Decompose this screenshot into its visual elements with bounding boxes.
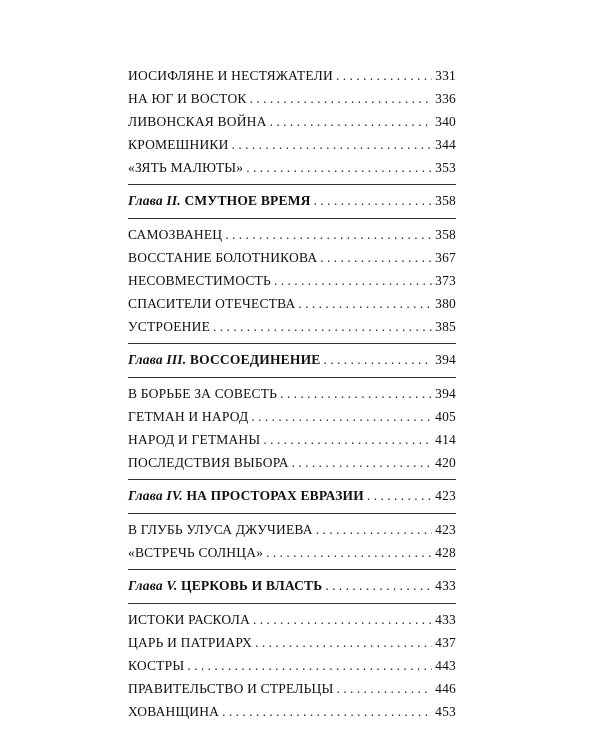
toc-entry-title: «ВСТРЕЧЬ СОЛНЦА»: [128, 545, 264, 560]
leader-dots: [232, 133, 433, 156]
chapter-title: НА ПРОСТОРАХ ЕВРАЗИИ: [186, 488, 364, 503]
chapter-page: 423: [435, 488, 456, 503]
leader-dots: [250, 87, 433, 110]
toc-entry: [128, 156, 456, 179]
leader-dots: [270, 110, 433, 133]
leader-dots: [336, 64, 432, 87]
toc-entry: [128, 428, 456, 451]
section-divider: [128, 603, 456, 604]
leader-dots: [367, 484, 432, 508]
leader-dots: [320, 246, 432, 269]
leader-dots: [274, 269, 432, 292]
table-of-contents: [128, 64, 456, 723]
toc-entry-page: 340: [435, 114, 456, 129]
toc-entry-title: ЦАРЬ И ПАТРИАРХ: [128, 635, 253, 650]
toc-group: [128, 574, 456, 723]
leader-dots: [255, 631, 432, 654]
toc-entry-title: КРОМЕШНИКИ: [128, 137, 229, 152]
toc-entry-title: НАРОД И ГЕТМАНЫ: [128, 432, 261, 447]
toc-entry-page: 405: [435, 409, 456, 424]
toc-entry-title: СПАСИТЕЛИ ОТЕЧЕСТВА: [128, 296, 296, 311]
toc-chapter-label: [128, 348, 320, 372]
toc-entry: [128, 700, 456, 723]
toc-entry: [128, 269, 456, 292]
toc-entry-page: 344: [435, 137, 456, 152]
toc-entry-title: В БОРЬБЕ ЗА СОВЕСТЬ: [128, 386, 278, 401]
leader-dots: [253, 608, 432, 631]
toc-entry: [128, 677, 456, 700]
toc-chapter-heading: [128, 189, 456, 213]
toc-chapter-heading: [128, 574, 456, 598]
toc-entry: [128, 133, 456, 156]
toc-entry: [128, 518, 456, 541]
toc-entry: [128, 223, 456, 246]
toc-chapter-heading: [128, 348, 456, 372]
leader-dots: [225, 223, 432, 246]
toc-entry-page: 394: [435, 386, 456, 401]
toc-entry: [128, 246, 456, 269]
toc-chapter-label: [128, 484, 364, 508]
chapter-title: СМУТНОЕ ВРЕМЯ: [184, 193, 311, 208]
leader-dots: [316, 518, 432, 541]
toc-entry-page: 367: [435, 250, 456, 265]
chapter-page: 433: [435, 578, 456, 593]
toc-entry-page: 358: [435, 227, 456, 242]
toc-entry: [128, 451, 456, 474]
toc-entry-title: НЕСОВМЕСТИМОСТЬ: [128, 273, 271, 288]
toc-entry: [128, 315, 456, 338]
toc-entry-page: 433: [435, 612, 456, 627]
chapter-number: Глава V.: [128, 578, 178, 593]
chapter-title: ВОССОЕДИНЕНИЕ: [189, 352, 321, 367]
toc-entry-page: 443: [435, 658, 456, 673]
toc-entry-title: ВОССТАНИЕ БОЛОТНИКОВА: [128, 250, 318, 265]
leader-dots: [251, 405, 432, 428]
section-divider: [128, 513, 456, 514]
toc-entry-page: 453: [435, 704, 456, 719]
toc-entry-title: КОСТРЫ: [128, 658, 185, 673]
toc-chapter-label: [128, 574, 322, 598]
toc-chapter-label: [128, 189, 311, 213]
toc-entry-title: «ЗЯТЬ МАЛЮТЫ»: [128, 160, 244, 175]
toc-entry-title: ПРАВИТЕЛЬСТВО И СТРЕЛЬЦЫ: [128, 681, 334, 696]
toc-chapter-heading: [128, 484, 456, 508]
toc-entry: [128, 608, 456, 631]
leader-dots: [323, 348, 432, 372]
toc-group: [128, 64, 456, 179]
toc-entry-title: УСТРОЕНИЕ: [128, 319, 211, 334]
chapter-page: 358: [435, 193, 456, 208]
chapter-page: 394: [435, 352, 456, 367]
section-divider: [128, 343, 456, 344]
toc-group: [128, 189, 456, 338]
toc-group: [128, 348, 456, 474]
leader-dots: [314, 189, 433, 213]
chapter-number: Глава II.: [128, 193, 181, 208]
toc-group: [128, 484, 456, 564]
leader-dots: [298, 292, 432, 315]
leader-dots: [325, 574, 432, 598]
leader-dots: [246, 156, 432, 179]
leader-dots: [222, 700, 432, 723]
toc-entry-title: ГЕТМАН И НАРОД: [128, 409, 249, 424]
toc-entry-page: 423: [435, 522, 456, 537]
toc-entry: [128, 654, 456, 677]
toc-entry-title: ПОСЛЕДСТВИЯ ВЫБОРА: [128, 455, 289, 470]
leader-dots: [336, 677, 432, 700]
toc-entry-title: САМОЗВАНЕЦ: [128, 227, 223, 242]
toc-entry-page: 331: [435, 68, 456, 83]
leader-dots: [292, 451, 432, 474]
chapter-number: Глава III.: [128, 352, 187, 367]
toc-entry-title: ЛИВОНСКАЯ ВОЙНА: [128, 114, 267, 129]
leader-dots: [213, 315, 432, 338]
toc-entry-title: ХОВАНЩИНА: [128, 704, 220, 719]
toc-entry-title: В ГЛУБЬ УЛУСА ДЖУЧИЕВА: [128, 522, 313, 537]
section-divider: [128, 218, 456, 219]
leader-dots: [280, 382, 432, 405]
toc-entry-page: 446: [435, 681, 456, 696]
toc-entry-title: ИСТОКИ РАСКОЛА: [128, 612, 251, 627]
section-divider: [128, 377, 456, 378]
toc-entry-title: НА ЮГ И ВОСТОК: [128, 91, 247, 106]
toc-entry: [128, 541, 456, 564]
toc-entry-page: 373: [435, 273, 456, 288]
toc-entry-title: ИОСИФЛЯНЕ И НЕСТЯЖАТЕЛИ: [128, 68, 333, 83]
leader-dots: [266, 541, 432, 564]
toc-entry-page: 385: [435, 319, 456, 334]
toc-entry-page: 353: [435, 160, 456, 175]
chapter-title: ЦЕРКОВЬ И ВЛАСТЬ: [181, 578, 323, 593]
section-divider: [128, 479, 456, 480]
toc-entry: [128, 405, 456, 428]
toc-entry: [128, 64, 456, 87]
leader-dots: [187, 654, 432, 677]
toc-entry-page: 336: [435, 91, 456, 106]
section-divider: [128, 184, 456, 185]
toc-entry: [128, 631, 456, 654]
toc-entry-page: 437: [435, 635, 456, 650]
leader-dots: [263, 428, 432, 451]
section-divider: [128, 569, 456, 570]
toc-entry-page: 380: [435, 296, 456, 311]
toc-entry: [128, 87, 456, 110]
toc-entry: [128, 110, 456, 133]
toc-entry: [128, 382, 456, 405]
toc-entry-page: 414: [435, 432, 456, 447]
toc-entry-page: 428: [435, 545, 456, 560]
toc-entry-page: 420: [435, 455, 456, 470]
chapter-number: Глава IV.: [128, 488, 183, 503]
toc-entry: [128, 292, 456, 315]
